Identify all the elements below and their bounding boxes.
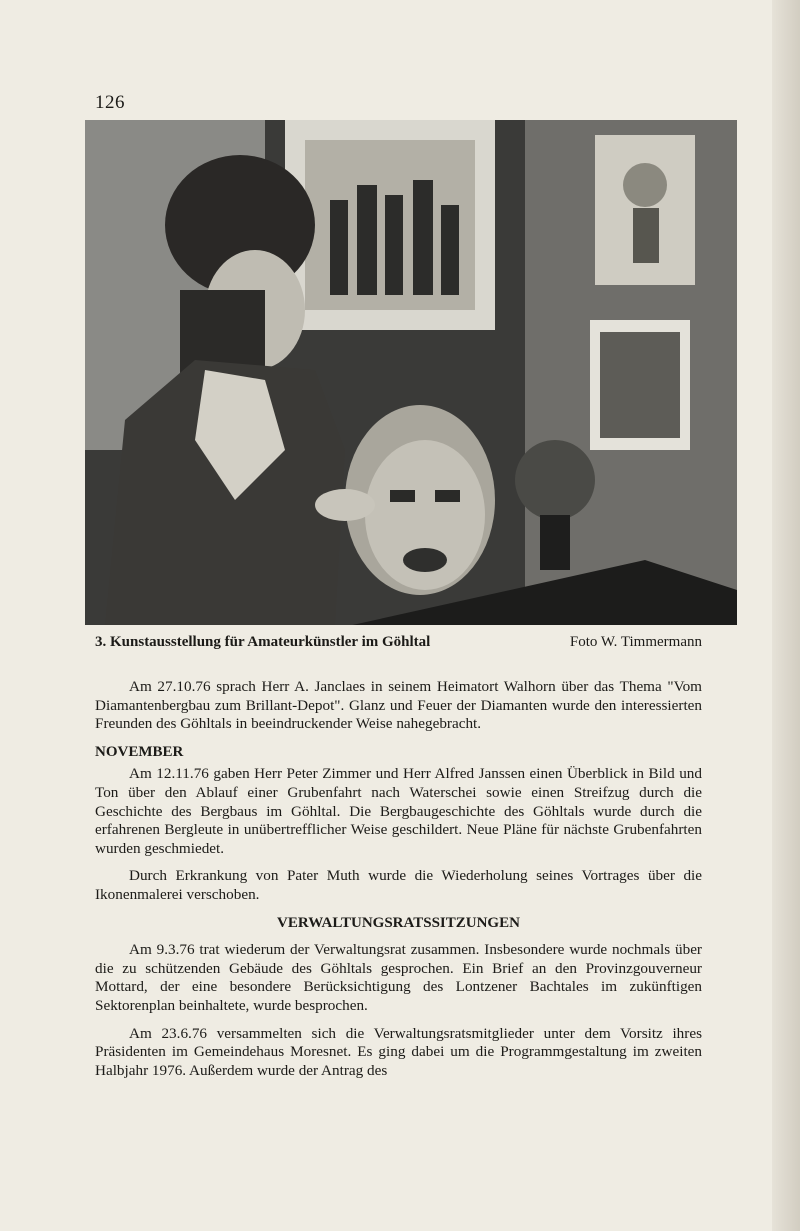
photo-credit: Foto W. Timmermann [569,634,702,650]
section-heading-verwaltungsratssitzungen: VERWALTUNGSRATSSITZUNGEN [277,914,520,931]
exhibition-photo [85,120,737,625]
section-heading-november: NOVEMBER [95,743,184,760]
paragraph: Am 12.11.76 gaben Herr Peter Zimmer und Herr Alfred Janssen einen Überblick in Bild und Ton über den Ablauf einer Grubenfahrt nach Waterschei sowie einen Streifzug durch die Geschichte des Bergbaus im Göhltal. Die Bergbaugeschichte des Göhltals wurde durch die erfahrenen Bergleute in unübertrefflicher Weise geschildert. Neue Pläne für nächste Grubenfahrten wurden geschmiedet. [95,765,702,857]
caption-title: 3. Kunstausstellung für Amateurkünstler im Göhltal [95,634,431,650]
page-edge [772,0,800,1231]
page-number: 126 [95,92,125,113]
paragraph: Am 9.3.76 trat wiederum der Verwaltungsrat zusammen. Insbesondere wurde nochmals über die zu schützenden Gebäude des Göhltals gesprochen. Ein Brief an den Provinzgouverneur Mottard, der eine besondere Berücksichtigung des Lontzener Bachtales im zukünftigen Sektorenplan beinhaltete, wurde besprochen. [95,941,702,1014]
paragraph: Am 23.6.76 versammelten sich die Verwaltungsratsmitglieder unter dem Vorsitz ihres Präsidenten im Gemeindehaus Moresnet. Es ging dabei um die Programmgestaltung im zweiten Halbjahr 1976. Außerdem wurde der Antrag des [95,1024,702,1079]
paragraph: Durch Erkrankung von Pater Muth wurde die Wiederholung seines Vortrages über die Ikonenmalerei verschoben. [95,867,702,903]
article-body [95,678,702,1089]
paragraph: Am 27.10.76 sprach Herr A. Janclaes in seinem Heimatort Walhorn über das Thema "Vom Diamantenbergbau zum Brillant-Depot". Glanz und Feuer der Diamanten wurde den interessierten Freunden des Göhltals in beeindruckender Weise nahegebracht. [95,678,702,733]
figure-caption [95,634,702,651]
